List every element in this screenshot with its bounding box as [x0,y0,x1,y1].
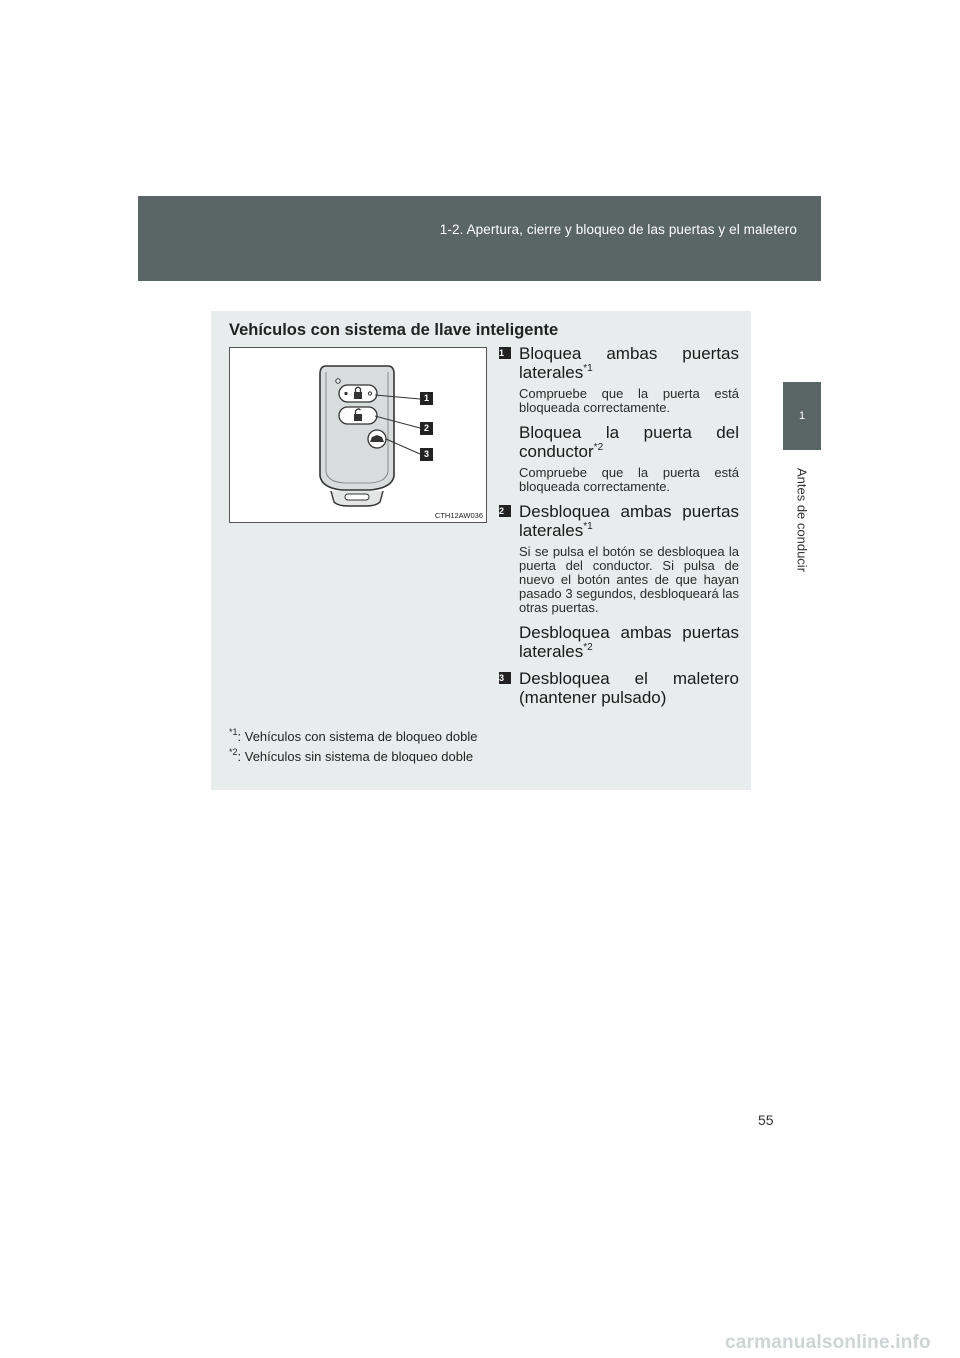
item-heading-text: Desbloquea ambas puertas laterales [519,502,739,540]
item-number-badge: 2 [499,505,511,517]
smart-key-illustration [230,348,486,522]
callout-1: 1 [420,392,433,405]
watermark: carmanualsonline.info [725,1332,931,1353]
chapter-tab [783,382,821,450]
figure-code: CTH12AW036 [434,511,483,520]
item-description: Compruebe que la puerta está bloqueada correctamente. [519,386,739,415]
footnote-text: : Vehículos con sistema de bloqueo doble [237,729,478,744]
item-number-badge: 3 [499,672,511,684]
list-item-heading [499,344,739,382]
footnote [229,749,473,764]
chapter-label: Antes de conducir [794,467,810,573]
list-item-heading [499,423,739,461]
key-figure [229,347,487,523]
page-number: 55 [758,1112,774,1128]
item-description: Si se pulsa el botón se desbloquea la puerta del conductor. Si pulsa de nuevo el botón antes de que hayan pasado 3 segundos, desbloqueará las otras puertas. [519,544,739,615]
list-item-heading [499,623,739,661]
header-title: 1-2. Apertura, cierre y bloqueo de las puertas y el maletero [439,222,797,237]
item-heading-text: Desbloquea ambas puertas laterales [519,623,739,661]
chapter-number: 1 [798,410,806,422]
callout-2: 2 [420,422,433,435]
content-panel [211,311,751,790]
chapter-header [138,196,821,281]
item-number-badge: 1 [499,347,511,359]
callout-3: 3 [420,448,433,461]
list-item-heading [499,669,739,707]
footnote-text: : Vehículos sin sistema de bloqueo doble [237,749,474,764]
list-item-heading [499,502,739,540]
footnote [229,729,477,744]
footnote-ref: *2 [583,642,593,653]
footnote-mark: *2 [229,747,238,757]
footnote-mark: *1 [229,727,238,737]
panel-title: Vehículos con sistema de llave inteligente [229,321,559,339]
footnote-ref: *1 [583,363,593,374]
item-description: Compruebe que la puerta está bloqueada correctamente. [519,465,739,494]
item-heading-text: Desbloquea el maletero (mantener pulsado) [519,669,739,707]
footnote-ref: *2 [593,442,604,453]
footnote-ref: *1 [583,521,593,532]
item-heading-text: Bloquea la puerta del conductor [519,423,739,461]
item-heading-text: Bloquea ambas puertas laterales [519,344,739,382]
button-list [499,344,739,712]
